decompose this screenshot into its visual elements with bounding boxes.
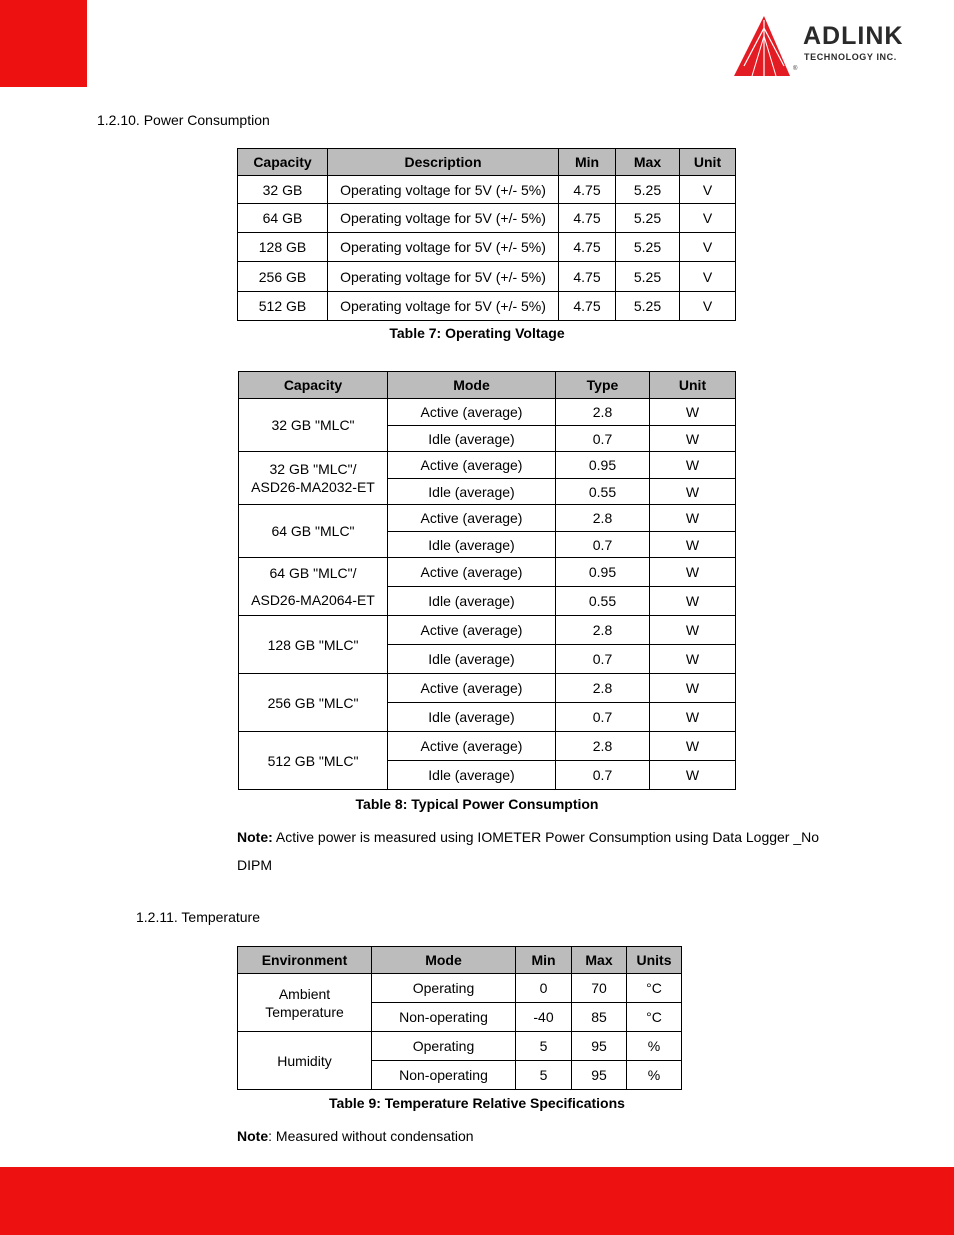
- cell-unit: W: [650, 732, 736, 761]
- note-text: : Measured without condensation: [268, 1128, 474, 1144]
- logo-name: ADLINK: [803, 22, 904, 50]
- cell-capacity: 64 GB "MLC": [239, 505, 388, 558]
- environment-line: Ambient: [278, 985, 331, 1002]
- cell-type: 2.8: [556, 505, 650, 532]
- header-max: Max: [572, 947, 627, 974]
- cell-max: 5.25: [616, 292, 680, 321]
- cell-units: °C: [627, 974, 682, 1003]
- table-row: [239, 399, 736, 426]
- capacity-line: 64 GB "MLC"/: [269, 564, 357, 581]
- header-mode: Mode: [372, 947, 516, 974]
- cell-description: Operating voltage for 5V (+/- 5%): [328, 262, 559, 292]
- capacity-line: ASD26-MA2032-ET: [251, 479, 375, 495]
- cell-mode: Active (average): [388, 452, 556, 479]
- cell-max: 85: [572, 1003, 627, 1032]
- cell-type: 0.95: [556, 452, 650, 479]
- cell-unit: V: [680, 176, 736, 204]
- cell-max: 5.25: [616, 176, 680, 204]
- operating-voltage-table: [237, 148, 736, 321]
- table-row: [238, 233, 736, 262]
- header-min: Min: [516, 947, 572, 974]
- power-consumption-heading: 1.2.10. Power Consumption: [97, 112, 270, 128]
- cell-unit: W: [650, 674, 736, 703]
- table7-caption: Table 7: Operating Voltage: [389, 325, 565, 341]
- cell-unit: W: [650, 558, 736, 587]
- cell-min: 5: [516, 1061, 572, 1090]
- cell-type: 2.8: [556, 732, 650, 761]
- cell-type: 0.7: [556, 426, 650, 452]
- cell-type: 0.7: [556, 703, 650, 732]
- cell-units: %: [627, 1061, 682, 1090]
- cell-unit: V: [680, 204, 736, 233]
- cell-units: %: [627, 1032, 682, 1061]
- cell-max: 95: [572, 1061, 627, 1090]
- cell-capacity: 128 GB: [238, 233, 328, 262]
- cell-environment: [238, 974, 372, 1032]
- cell-unit: W: [650, 452, 736, 479]
- header-capacity: Capacity: [239, 372, 388, 399]
- cell-unit: W: [650, 703, 736, 732]
- cell-capacity: [239, 558, 388, 616]
- capacity-line: ASD26-MA2064-ET: [251, 591, 375, 608]
- cell-unit: W: [650, 532, 736, 558]
- cell-unit: W: [650, 479, 736, 505]
- header-capacity: Capacity: [238, 149, 328, 176]
- header-unit: Unit: [680, 149, 736, 176]
- cell-mode: Active (average): [388, 732, 556, 761]
- cell-type: 0.95: [556, 558, 650, 587]
- cell-mode: Active (average): [388, 399, 556, 426]
- cell-unit: W: [650, 616, 736, 645]
- cell-capacity: 64 GB: [238, 204, 328, 233]
- table-row: [239, 558, 736, 587]
- table-row: [238, 176, 736, 204]
- cell-unit: W: [650, 426, 736, 452]
- cell-max: 70: [572, 974, 627, 1003]
- footer-bar: [0, 1167, 954, 1235]
- cell-max: 95: [572, 1032, 627, 1061]
- cell-mode: Idle (average): [388, 645, 556, 674]
- cell-unit: W: [650, 399, 736, 426]
- header-environment: Environment: [238, 947, 372, 974]
- table-row: [239, 674, 736, 703]
- cell-mode: Idle (average): [388, 532, 556, 558]
- cell-type: 0.7: [556, 761, 650, 790]
- cell-unit: V: [680, 233, 736, 262]
- header-unit: Unit: [650, 372, 736, 399]
- cell-unit: W: [650, 587, 736, 616]
- cell-unit: V: [680, 292, 736, 321]
- cell-type: 0.55: [556, 479, 650, 505]
- power-note: [237, 823, 827, 879]
- table-row: [239, 452, 736, 479]
- cell-environment: Humidity: [238, 1032, 372, 1090]
- cell-min: 4.75: [559, 292, 616, 321]
- cell-min: 4.75: [559, 233, 616, 262]
- table-row: [239, 616, 736, 645]
- cell-type: 2.8: [556, 399, 650, 426]
- cell-capacity: 512 GB: [238, 292, 328, 321]
- cell-min: 0: [516, 974, 572, 1003]
- typical-power-consumption-table: [238, 371, 736, 790]
- cell-max: 5.25: [616, 204, 680, 233]
- header-corner-block: [0, 0, 87, 87]
- cell-min: 4.75: [559, 176, 616, 204]
- cell-mode: Active (average): [388, 616, 556, 645]
- logo-registered-mark: ®: [793, 66, 798, 72]
- cell-min: 4.75: [559, 204, 616, 233]
- cell-max: 5.25: [616, 233, 680, 262]
- cell-type: 2.8: [556, 616, 650, 645]
- cell-unit: V: [680, 262, 736, 292]
- table-header-row: [239, 372, 736, 399]
- note-label: Note: [237, 1128, 269, 1144]
- cell-type: 0.7: [556, 532, 650, 558]
- cell-description: Operating voltage for 5V (+/- 5%): [328, 292, 559, 321]
- cell-mode: Idle (average): [388, 426, 556, 452]
- environment-line: Temperature: [265, 1003, 344, 1020]
- header-type: Type: [556, 372, 650, 399]
- cell-mode: Idle (average): [388, 587, 556, 616]
- cell-description: Operating voltage for 5V (+/- 5%): [328, 233, 559, 262]
- table9-caption: Table 9: Temperature Relative Specifications: [329, 1095, 625, 1111]
- table-row: [239, 732, 736, 761]
- header-description: Description: [328, 149, 559, 176]
- cell-mode: Idle (average): [388, 761, 556, 790]
- logo-subtitle: TECHNOLOGY INC.: [804, 52, 897, 62]
- cell-min: 4.75: [559, 262, 616, 292]
- cell-type: 0.7: [556, 645, 650, 674]
- cell-description: Operating voltage for 5V (+/- 5%): [328, 176, 559, 204]
- cell-mode: Operating: [372, 974, 516, 1003]
- note-text: Active power is measured using IOMETER Power Consumption using Data Logger _No DIPM: [237, 829, 820, 873]
- temperature-note: [237, 1122, 827, 1150]
- table-row: [238, 974, 682, 1003]
- table-row: [238, 204, 736, 233]
- cell-capacity: 32 GB "MLC": [239, 399, 388, 452]
- cell-description: Operating voltage for 5V (+/- 5%): [328, 204, 559, 233]
- adlink-triangle-logo-icon: [732, 14, 792, 80]
- cell-capacity: 128 GB "MLC": [239, 616, 388, 674]
- cell-capacity: [239, 452, 388, 505]
- cell-mode: Idle (average): [388, 703, 556, 732]
- table-row: [238, 262, 736, 292]
- cell-mode: Non-operating: [372, 1061, 516, 1090]
- table8-caption: Table 8: Typical Power Consumption: [355, 796, 599, 812]
- cell-capacity: 256 GB: [238, 262, 328, 292]
- temperature-specifications-table: [237, 946, 682, 1090]
- capacity-line: 32 GB "MLC"/: [269, 461, 357, 477]
- cell-mode: Non-operating: [372, 1003, 516, 1032]
- cell-capacity: 512 GB "MLC": [239, 732, 388, 790]
- temperature-heading: 1.2.11. Temperature: [136, 909, 261, 925]
- cell-mode: Idle (average): [388, 479, 556, 505]
- header-max: Max: [616, 149, 680, 176]
- cell-units: °C: [627, 1003, 682, 1032]
- cell-min: 5: [516, 1032, 572, 1061]
- header-min: Min: [559, 149, 616, 176]
- cell-mode: Operating: [372, 1032, 516, 1061]
- table-header-row: [238, 149, 736, 176]
- table-row: [239, 505, 736, 532]
- header-units: Units: [627, 947, 682, 974]
- cell-unit: W: [650, 505, 736, 532]
- cell-unit: W: [650, 761, 736, 790]
- cell-capacity: 32 GB: [238, 176, 328, 204]
- table-row: [238, 1032, 682, 1061]
- cell-unit: W: [650, 645, 736, 674]
- table-header-row: [238, 947, 682, 974]
- note-label: Note:: [237, 829, 273, 845]
- table-row: [238, 292, 736, 321]
- cell-max: 5.25: [616, 262, 680, 292]
- cell-min: -40: [516, 1003, 572, 1032]
- cell-mode: Active (average): [388, 558, 556, 587]
- cell-capacity: 256 GB "MLC": [239, 674, 388, 732]
- header-mode: Mode: [388, 372, 556, 399]
- cell-type: 0.55: [556, 587, 650, 616]
- company-logo: [732, 14, 938, 80]
- cell-mode: Active (average): [388, 505, 556, 532]
- cell-type: 2.8: [556, 674, 650, 703]
- cell-mode: Active (average): [388, 674, 556, 703]
